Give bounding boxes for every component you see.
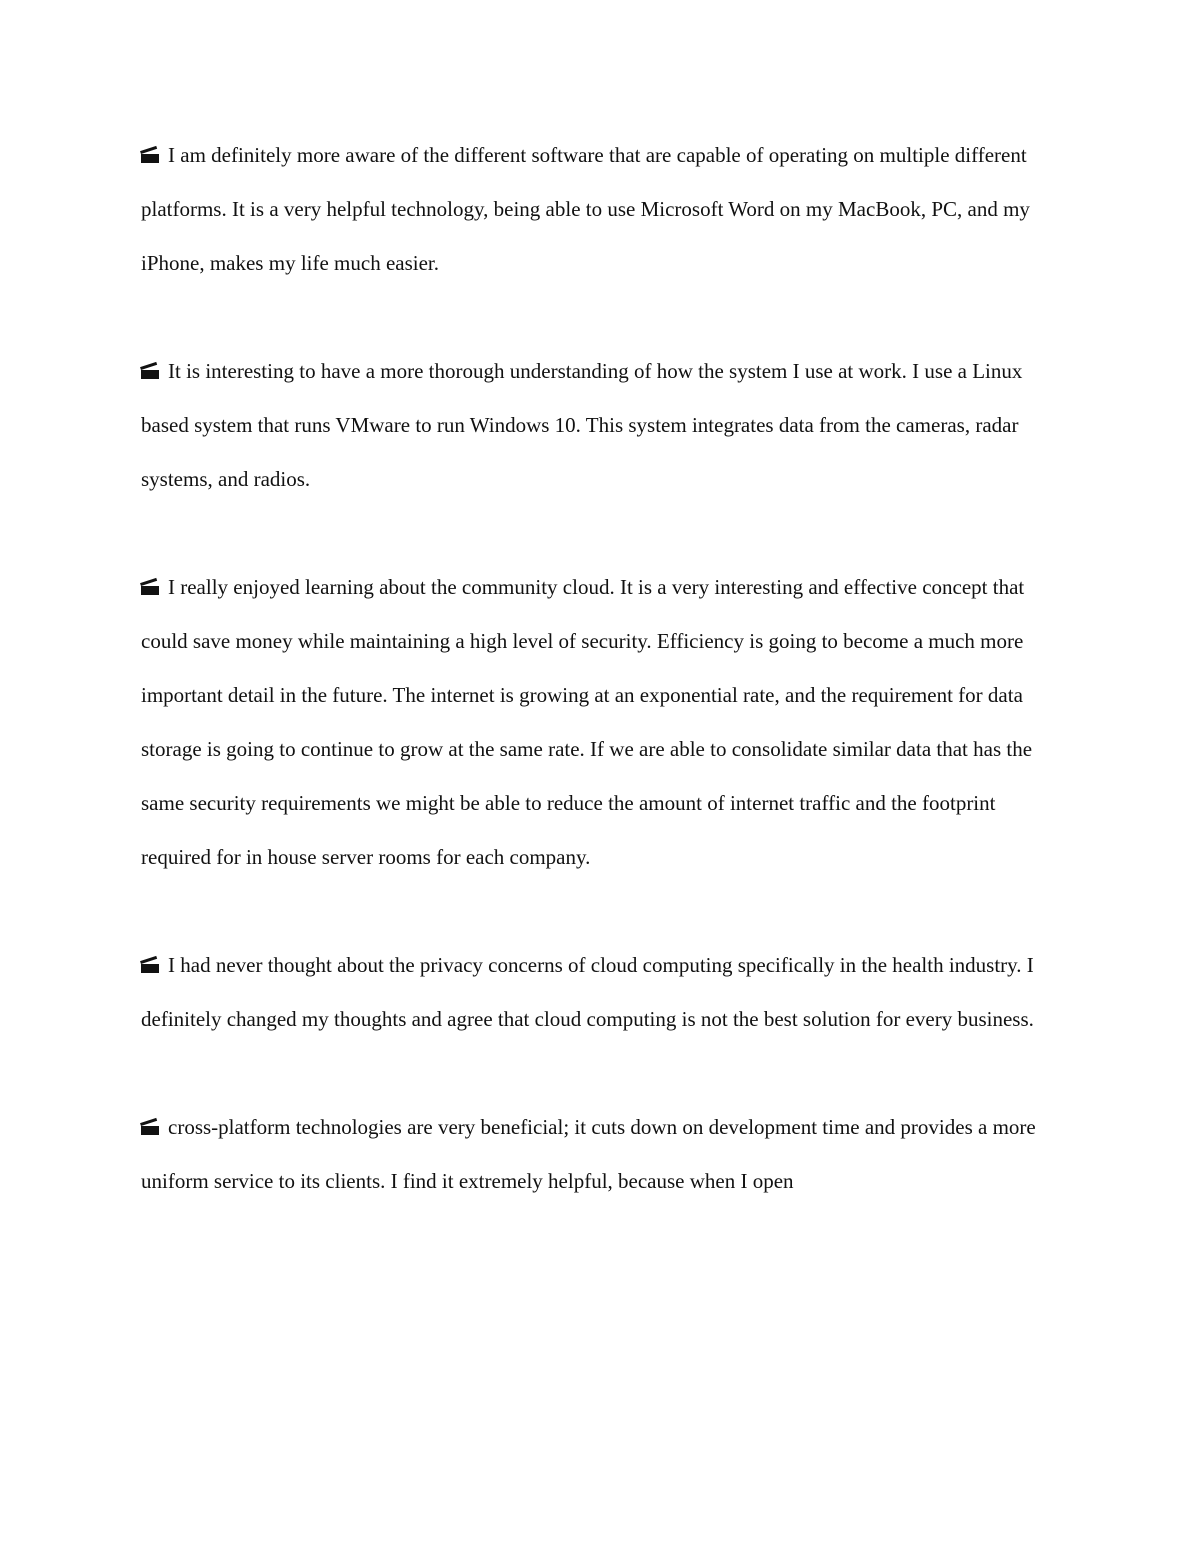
bullet-paragraph-5 <box>141 1100 1061 1208</box>
bullet-text: It is interesting to have a more thorough understanding of how the system I use at work. I use a Linux based system that runs VMware to run Windows 10. This system integrates data from the cameras, radar systems, and radios. <box>141 359 1023 491</box>
bullet-text: I really enjoyed learning about the community cloud. It is a very interesting and effective concept that could save money while maintaining a high level of security. Efficiency is going to become a much more important detail in the future. The internet is growing at an exponential rate, and the requirement for data storage is going to continue to grow at the same rate. If we are able to consolidate similar data that has the same security requirements we might be able to reduce the amount of internet traffic and the footprint required for in house server rooms for each company. <box>141 575 1033 869</box>
bullet-text: I am definitely more aware of the different software that are capable of operating on multiple different platforms. It is a very helpful technology, being able to use Microsoft Word on my MacBook, PC, and my iPhone, makes my life much easier. <box>141 143 1030 275</box>
bullet-paragraph-1 <box>141 128 1061 290</box>
document-body <box>141 128 1061 1262</box>
clapperboard-bullet-icon <box>141 959 160 973</box>
bullet-paragraph-2 <box>141 344 1061 506</box>
bullet-text: I had never thought about the privacy concerns of cloud computing specifically in the health industry. I definitely changed my thoughts and agree that cloud computing is not the best solution for every business. <box>141 953 1034 1031</box>
clapperboard-bullet-icon <box>141 365 160 379</box>
bullet-text: cross-platform technologies are very beneficial; it cuts down on development time and provides a more uniform service to its clients. I find it extremely helpful, because when I open <box>141 1115 1036 1193</box>
bullet-paragraph-4 <box>141 938 1061 1046</box>
bullet-paragraph-3 <box>141 560 1061 884</box>
clapperboard-bullet-icon <box>141 1121 160 1135</box>
clapperboard-bullet-icon <box>141 581 160 595</box>
clapperboard-bullet-icon <box>141 149 160 163</box>
